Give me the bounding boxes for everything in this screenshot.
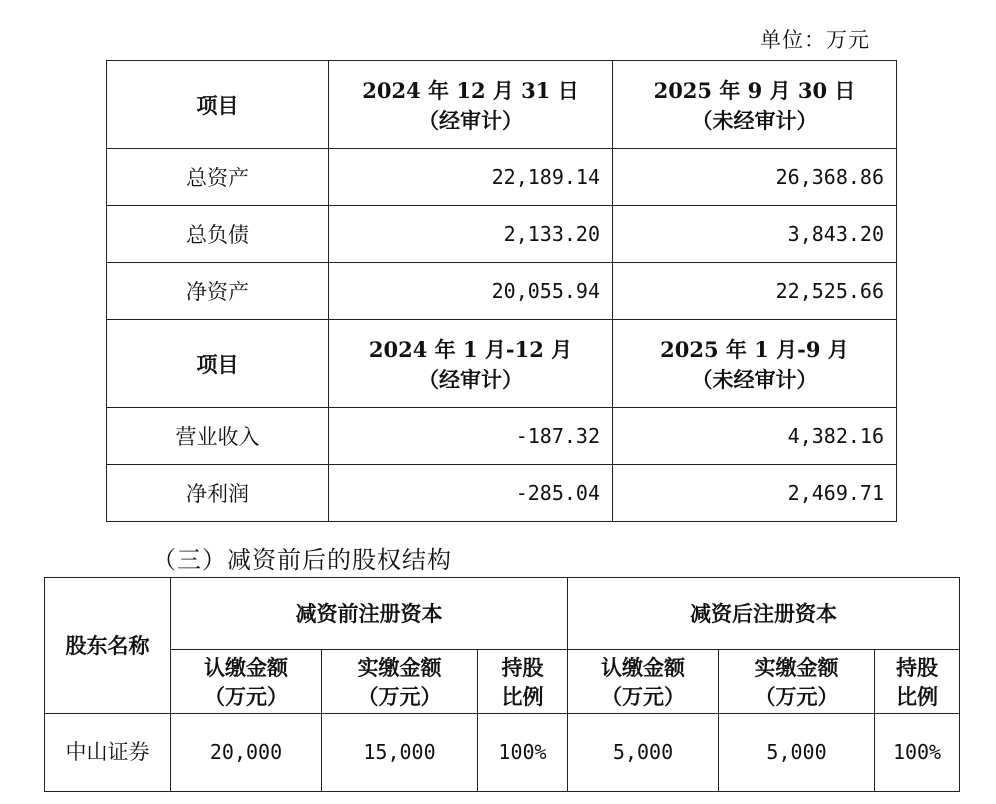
table-row xyxy=(107,465,897,522)
table-row xyxy=(107,263,897,320)
row-value: 4,382.16 xyxy=(613,408,897,465)
header-before-capital: 减资前注册资本 xyxy=(171,578,568,650)
before-subscribed: 20,000 xyxy=(171,714,322,792)
row-label: 总负债 xyxy=(107,206,329,263)
row-value: 26,368.86 xyxy=(613,149,897,206)
after-paid: 5,000 xyxy=(719,714,875,792)
section-title: （三）减资前后的股权结构 xyxy=(152,546,452,574)
subheader-paid: 实缴金额 （万元） xyxy=(719,650,875,714)
financial-table xyxy=(106,60,897,522)
row-label: 净资产 xyxy=(107,263,329,320)
subheader-ratio: 持股 比例 xyxy=(478,650,568,714)
row-value: 2,133.20 xyxy=(329,206,613,263)
row-label: 净利润 xyxy=(107,465,329,522)
header-col-2025-ytd: 2025 年 1 月-9 月 （未经审计） xyxy=(613,320,897,408)
header-item: 项目 xyxy=(107,320,329,408)
row-value: 22,525.66 xyxy=(613,263,897,320)
row-label: 总资产 xyxy=(107,149,329,206)
table-row xyxy=(107,408,897,465)
after-ratio: 100% xyxy=(875,714,960,792)
header-col-2024-end: 2024 年 12 月 31 日 （经审计） xyxy=(329,61,613,149)
equity-table xyxy=(44,577,960,792)
subheader-subscribed: 认缴金额 （万元） xyxy=(568,650,719,714)
row-value: -187.32 xyxy=(329,408,613,465)
table-header-row xyxy=(107,61,897,149)
after-subscribed: 5,000 xyxy=(568,714,719,792)
before-ratio: 100% xyxy=(478,714,568,792)
row-value: 3,843.20 xyxy=(613,206,897,263)
header-col-2025-sep: 2025 年 9 月 30 日 （未经审计） xyxy=(613,61,897,149)
header-col-2024-full: 2024 年 1 月-12 月 （经审计） xyxy=(329,320,613,408)
table-header-row xyxy=(45,578,960,650)
row-value: 22,189.14 xyxy=(329,149,613,206)
subheader-paid: 实缴金额 （万元） xyxy=(322,650,478,714)
before-paid: 15,000 xyxy=(322,714,478,792)
subheader-ratio: 持股 比例 xyxy=(875,650,960,714)
table-row xyxy=(45,714,960,792)
shareholder-name: 中山证券 xyxy=(45,714,171,792)
unit-label: 单位：万元 xyxy=(760,28,870,52)
header-shareholder: 股东名称 xyxy=(45,578,171,714)
subheader-subscribed: 认缴金额 （万元） xyxy=(171,650,322,714)
row-value: -285.04 xyxy=(329,465,613,522)
row-value: 20,055.94 xyxy=(329,263,613,320)
table-header-row xyxy=(107,320,897,408)
header-after-capital: 减资后注册资本 xyxy=(568,578,960,650)
table-row xyxy=(107,149,897,206)
row-value: 2,469.71 xyxy=(613,465,897,522)
header-item: 项目 xyxy=(107,61,329,149)
row-label: 营业收入 xyxy=(107,408,329,465)
table-row xyxy=(107,206,897,263)
table-subheader-row xyxy=(45,650,960,714)
